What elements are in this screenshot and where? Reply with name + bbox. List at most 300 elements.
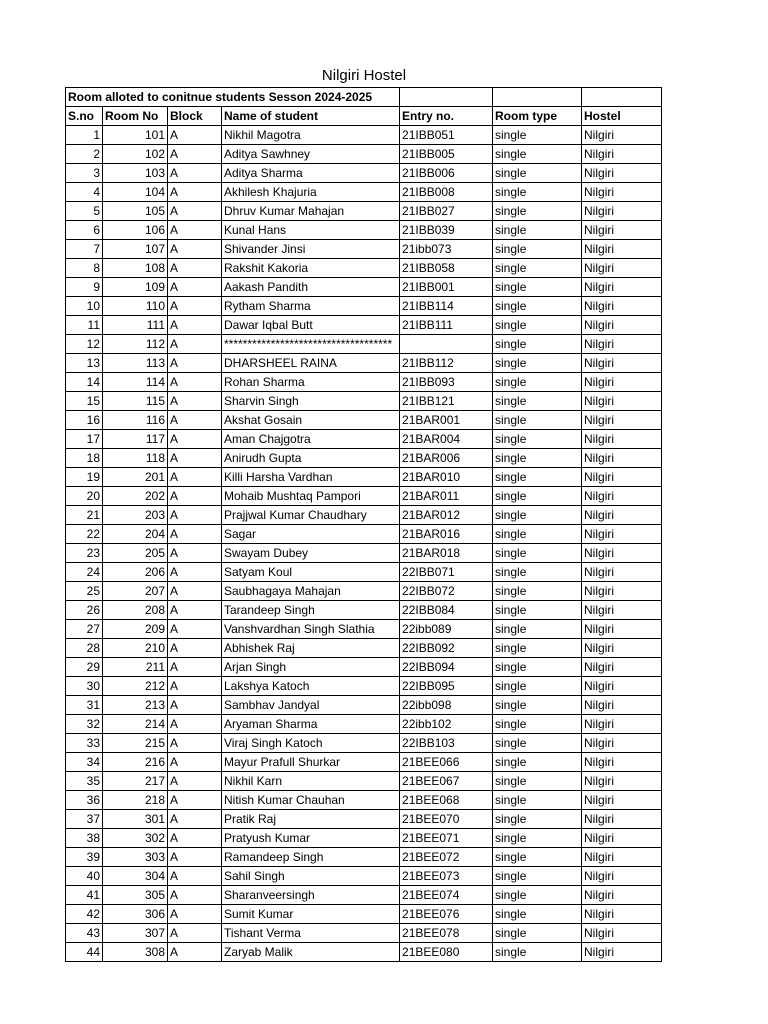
table-row xyxy=(66,677,662,696)
hostel-cell: Nilgiri xyxy=(582,791,662,810)
entry-no-cell: 22IBB103 xyxy=(400,734,493,753)
student-name-cell: Rohan Sharma xyxy=(222,373,400,392)
room-no-cell: 306 xyxy=(103,905,168,924)
student-name-cell: Ramandeep Singh xyxy=(222,848,400,867)
table-row xyxy=(66,658,662,677)
table-row xyxy=(66,639,662,658)
hostel-cell: Nilgiri xyxy=(582,278,662,297)
table-row xyxy=(66,164,662,183)
entry-no-cell: 21ibb073 xyxy=(400,240,493,259)
entry-no-cell: 21BEE068 xyxy=(400,791,493,810)
entry-no-cell: 21IBB027 xyxy=(400,202,493,221)
entry-no-cell: 21BAR016 xyxy=(400,525,493,544)
room-type-cell: single xyxy=(493,734,582,753)
entry-no-cell: 21BAR001 xyxy=(400,411,493,430)
student-name-cell: Akshat Gosain xyxy=(222,411,400,430)
block-cell: A xyxy=(168,867,222,886)
table-row xyxy=(66,753,662,772)
room-type-cell: single xyxy=(493,791,582,810)
block-cell: A xyxy=(168,886,222,905)
student-name-cell: DHARSHEEL RAINA xyxy=(222,354,400,373)
sno-cell: 30 xyxy=(66,677,103,696)
hostel-cell: Nilgiri xyxy=(582,905,662,924)
block-cell: A xyxy=(168,905,222,924)
hostel-cell: Nilgiri xyxy=(582,753,662,772)
student-name-cell: ************************************ xyxy=(222,335,400,354)
entry-no-cell: 21BEE070 xyxy=(400,810,493,829)
hostel-cell: Nilgiri xyxy=(582,943,662,962)
hostel-cell: Nilgiri xyxy=(582,544,662,563)
student-name-cell: Tishant Verma xyxy=(222,924,400,943)
room-no-cell: 215 xyxy=(103,734,168,753)
sno-cell: 31 xyxy=(66,696,103,715)
sno-cell: 35 xyxy=(66,772,103,791)
hostel-cell: Nilgiri xyxy=(582,468,662,487)
entry-no-cell: 21IBB114 xyxy=(400,297,493,316)
table-row xyxy=(66,145,662,164)
hostel-cell: Nilgiri xyxy=(582,183,662,202)
hostel-cell: Nilgiri xyxy=(582,658,662,677)
table-row xyxy=(66,316,662,335)
room-type-cell: single xyxy=(493,126,582,145)
room-type-cell: single xyxy=(493,525,582,544)
block-cell: A xyxy=(168,943,222,962)
block-cell: A xyxy=(168,335,222,354)
block-cell: A xyxy=(168,221,222,240)
block-cell: A xyxy=(168,772,222,791)
room-type-cell: single xyxy=(493,905,582,924)
sno-cell: 25 xyxy=(66,582,103,601)
table-row xyxy=(66,335,662,354)
table-row xyxy=(66,544,662,563)
header-block: Block xyxy=(168,107,222,126)
block-cell: A xyxy=(168,145,222,164)
table-row xyxy=(66,221,662,240)
room-type-cell: single xyxy=(493,563,582,582)
entry-no-cell: 21BEE078 xyxy=(400,924,493,943)
room-no-cell: 207 xyxy=(103,582,168,601)
student-name-cell: Sagar xyxy=(222,525,400,544)
hostel-cell: Nilgiri xyxy=(582,297,662,316)
room-no-cell: 116 xyxy=(103,411,168,430)
block-cell: A xyxy=(168,829,222,848)
room-type-cell: single xyxy=(493,145,582,164)
hostel-cell: Nilgiri xyxy=(582,145,662,164)
header-room-no: Room No xyxy=(103,107,168,126)
sno-cell: 39 xyxy=(66,848,103,867)
entry-no-cell: 22IBB092 xyxy=(400,639,493,658)
student-name-cell: Killi Harsha Vardhan xyxy=(222,468,400,487)
sno-cell: 24 xyxy=(66,563,103,582)
sno-cell: 10 xyxy=(66,297,103,316)
sno-cell: 41 xyxy=(66,886,103,905)
table-row xyxy=(66,924,662,943)
room-no-cell: 204 xyxy=(103,525,168,544)
entry-no-cell: 21IBB001 xyxy=(400,278,493,297)
allotment-table xyxy=(65,87,662,962)
room-no-cell: 211 xyxy=(103,658,168,677)
table-row xyxy=(66,183,662,202)
sno-cell: 1 xyxy=(66,126,103,145)
hostel-cell: Nilgiri xyxy=(582,202,662,221)
block-cell: A xyxy=(168,544,222,563)
sno-cell: 12 xyxy=(66,335,103,354)
room-no-cell: 202 xyxy=(103,487,168,506)
room-no-cell: 103 xyxy=(103,164,168,183)
hostel-cell: Nilgiri xyxy=(582,715,662,734)
entry-no-cell: 22IBB071 xyxy=(400,563,493,582)
block-cell: A xyxy=(168,677,222,696)
block-cell: A xyxy=(168,430,222,449)
sno-cell: 7 xyxy=(66,240,103,259)
student-name-cell: Lakshya Katoch xyxy=(222,677,400,696)
room-no-cell: 110 xyxy=(103,297,168,316)
entry-no-cell: 22IBB084 xyxy=(400,601,493,620)
table-row xyxy=(66,506,662,525)
student-name-cell: Sharvin Singh xyxy=(222,392,400,411)
sno-cell: 22 xyxy=(66,525,103,544)
student-name-cell: Rytham Sharma xyxy=(222,297,400,316)
room-no-cell: 203 xyxy=(103,506,168,525)
entry-no-cell: 21BAR011 xyxy=(400,487,493,506)
page-title: Nilgiri Hostel xyxy=(321,67,407,84)
entry-no-cell: 22ibb098 xyxy=(400,696,493,715)
room-type-cell: single xyxy=(493,449,582,468)
student-name-cell: Sumit Kumar xyxy=(222,905,400,924)
hostel-cell: Nilgiri xyxy=(582,335,662,354)
block-cell: A xyxy=(168,297,222,316)
hostel-cell: Nilgiri xyxy=(582,601,662,620)
room-no-cell: 109 xyxy=(103,278,168,297)
hostel-cell: Nilgiri xyxy=(582,886,662,905)
table-row xyxy=(66,810,662,829)
room-no-cell: 216 xyxy=(103,753,168,772)
block-cell: A xyxy=(168,259,222,278)
entry-no-cell: 21IBB005 xyxy=(400,145,493,164)
block-cell: A xyxy=(168,753,222,772)
room-type-cell: single xyxy=(493,810,582,829)
student-name-cell: Sambhav Jandyal xyxy=(222,696,400,715)
table-row xyxy=(66,582,662,601)
room-type-cell: single xyxy=(493,335,582,354)
room-type-cell: single xyxy=(493,354,582,373)
block-cell: A xyxy=(168,601,222,620)
room-type-cell: single xyxy=(493,829,582,848)
room-no-cell: 308 xyxy=(103,943,168,962)
sno-cell: 14 xyxy=(66,373,103,392)
entry-no-cell: 22ibb089 xyxy=(400,620,493,639)
room-no-cell: 304 xyxy=(103,867,168,886)
hostel-cell: Nilgiri xyxy=(582,316,662,335)
room-no-cell: 305 xyxy=(103,886,168,905)
table-row xyxy=(66,829,662,848)
room-no-cell: 104 xyxy=(103,183,168,202)
table-row xyxy=(66,943,662,962)
student-name-cell: Aman Chajgotra xyxy=(222,430,400,449)
header-sno: S.no xyxy=(66,107,103,126)
student-name-cell: Dhruv Kumar Mahajan xyxy=(222,202,400,221)
sno-cell: 3 xyxy=(66,164,103,183)
room-no-cell: 206 xyxy=(103,563,168,582)
room-no-cell: 303 xyxy=(103,848,168,867)
block-cell: A xyxy=(168,392,222,411)
sno-cell: 2 xyxy=(66,145,103,164)
table-row xyxy=(66,278,662,297)
sno-cell: 15 xyxy=(66,392,103,411)
hostel-cell: Nilgiri xyxy=(582,392,662,411)
sno-cell: 4 xyxy=(66,183,103,202)
block-cell: A xyxy=(168,468,222,487)
student-name-cell: Shivander Jinsi xyxy=(222,240,400,259)
sno-cell: 21 xyxy=(66,506,103,525)
block-cell: A xyxy=(168,525,222,544)
hostel-cell: Nilgiri xyxy=(582,867,662,886)
room-no-cell: 112 xyxy=(103,335,168,354)
room-type-cell: single xyxy=(493,297,582,316)
entry-no-cell: 21IBB121 xyxy=(400,392,493,411)
sno-cell: 8 xyxy=(66,259,103,278)
entry-no-cell: 21BEE071 xyxy=(400,829,493,848)
room-no-cell: 114 xyxy=(103,373,168,392)
header-row xyxy=(66,107,662,126)
blank-cell xyxy=(493,88,582,107)
entry-no-cell: 22IBB095 xyxy=(400,677,493,696)
room-type-cell: single xyxy=(493,240,582,259)
sno-cell: 11 xyxy=(66,316,103,335)
student-name-cell: Prajjwal Kumar Chaudhary xyxy=(222,506,400,525)
table-row xyxy=(66,620,662,639)
room-no-cell: 214 xyxy=(103,715,168,734)
room-no-cell: 106 xyxy=(103,221,168,240)
room-type-cell: single xyxy=(493,221,582,240)
room-type-cell: single xyxy=(493,848,582,867)
student-name-cell: Zaryab Malik xyxy=(222,943,400,962)
sno-cell: 36 xyxy=(66,791,103,810)
room-type-cell: single xyxy=(493,392,582,411)
table-row xyxy=(66,791,662,810)
room-type-cell: single xyxy=(493,411,582,430)
entry-no-cell: 21IBB058 xyxy=(400,259,493,278)
room-type-cell: single xyxy=(493,924,582,943)
student-name-cell: Akhilesh Khajuria xyxy=(222,183,400,202)
table-row xyxy=(66,373,662,392)
sno-cell: 5 xyxy=(66,202,103,221)
room-no-cell: 108 xyxy=(103,259,168,278)
entry-no-cell: 21IBB039 xyxy=(400,221,493,240)
room-type-cell: single xyxy=(493,886,582,905)
entry-no-cell: 21BAR006 xyxy=(400,449,493,468)
sno-cell: 32 xyxy=(66,715,103,734)
table-row xyxy=(66,240,662,259)
room-type-cell: single xyxy=(493,487,582,506)
student-name-cell: Mayur Prafull Shurkar xyxy=(222,753,400,772)
room-no-cell: 307 xyxy=(103,924,168,943)
student-name-cell: Nikhil Magotra xyxy=(222,126,400,145)
entry-no-cell: 21IBB051 xyxy=(400,126,493,145)
entry-no-cell: 21BEE072 xyxy=(400,848,493,867)
sno-cell: 43 xyxy=(66,924,103,943)
block-cell: A xyxy=(168,791,222,810)
block-cell: A xyxy=(168,924,222,943)
table-row xyxy=(66,848,662,867)
room-no-cell: 107 xyxy=(103,240,168,259)
student-name-cell: Swayam Dubey xyxy=(222,544,400,563)
sno-cell: 27 xyxy=(66,620,103,639)
student-name-cell: Nitish Kumar Chauhan xyxy=(222,791,400,810)
student-name-cell: Nikhil Karn xyxy=(222,772,400,791)
hostel-cell: Nilgiri xyxy=(582,772,662,791)
sno-cell: 38 xyxy=(66,829,103,848)
room-no-cell: 209 xyxy=(103,620,168,639)
sno-cell: 23 xyxy=(66,544,103,563)
block-cell: A xyxy=(168,696,222,715)
room-type-cell: single xyxy=(493,202,582,221)
room-type-cell: single xyxy=(493,696,582,715)
sno-cell: 18 xyxy=(66,449,103,468)
student-name-cell: Viraj Singh Katoch xyxy=(222,734,400,753)
header-room-type: Room type xyxy=(493,107,582,126)
entry-no-cell: 21BEE073 xyxy=(400,867,493,886)
block-cell: A xyxy=(168,848,222,867)
header-hostel: Hostel xyxy=(582,107,662,126)
table-row xyxy=(66,734,662,753)
student-name-cell: Aakash Pandith xyxy=(222,278,400,297)
block-cell: A xyxy=(168,810,222,829)
room-type-cell: single xyxy=(493,430,582,449)
block-cell: A xyxy=(168,506,222,525)
block-cell: A xyxy=(168,202,222,221)
room-no-cell: 210 xyxy=(103,639,168,658)
sno-cell: 42 xyxy=(66,905,103,924)
hostel-cell: Nilgiri xyxy=(582,506,662,525)
sno-cell: 20 xyxy=(66,487,103,506)
table-row xyxy=(66,468,662,487)
hostel-cell: Nilgiri xyxy=(582,126,662,145)
hostel-cell: Nilgiri xyxy=(582,829,662,848)
table-row xyxy=(66,601,662,620)
table-row xyxy=(66,354,662,373)
block-cell: A xyxy=(168,316,222,335)
hostel-cell: Nilgiri xyxy=(582,734,662,753)
room-no-cell: 208 xyxy=(103,601,168,620)
header-name: Name of student xyxy=(222,107,400,126)
table-row xyxy=(66,525,662,544)
room-type-cell: single xyxy=(493,753,582,772)
student-name-cell: Saubhagaya Mahajan xyxy=(222,582,400,601)
hostel-cell: Nilgiri xyxy=(582,221,662,240)
block-cell: A xyxy=(168,639,222,658)
room-type-cell: single xyxy=(493,468,582,487)
room-type-cell: single xyxy=(493,715,582,734)
room-no-cell: 302 xyxy=(103,829,168,848)
block-cell: A xyxy=(168,354,222,373)
hostel-cell: Nilgiri xyxy=(582,259,662,278)
hostel-cell: Nilgiri xyxy=(582,373,662,392)
block-cell: A xyxy=(168,563,222,582)
room-no-cell: 105 xyxy=(103,202,168,221)
room-no-cell: 205 xyxy=(103,544,168,563)
block-cell: A xyxy=(168,449,222,468)
student-name-cell: Arjan Singh xyxy=(222,658,400,677)
room-type-cell: single xyxy=(493,373,582,392)
student-name-cell: Abhishek Raj xyxy=(222,639,400,658)
room-type-cell: single xyxy=(493,183,582,202)
entry-no-cell: 21BEE074 xyxy=(400,886,493,905)
room-no-cell: 118 xyxy=(103,449,168,468)
hostel-cell: Nilgiri xyxy=(582,430,662,449)
student-name-cell: Vanshvardhan Singh Slathia xyxy=(222,620,400,639)
room-no-cell: 101 xyxy=(103,126,168,145)
room-type-cell: single xyxy=(493,506,582,525)
table-row xyxy=(66,905,662,924)
sno-cell: 9 xyxy=(66,278,103,297)
block-cell: A xyxy=(168,183,222,202)
room-no-cell: 113 xyxy=(103,354,168,373)
table-row xyxy=(66,297,662,316)
blank-cell xyxy=(400,88,493,107)
block-cell: A xyxy=(168,126,222,145)
block-cell: A xyxy=(168,715,222,734)
hostel-cell: Nilgiri xyxy=(582,620,662,639)
hostel-cell: Nilgiri xyxy=(582,487,662,506)
sno-cell: 28 xyxy=(66,639,103,658)
block-cell: A xyxy=(168,734,222,753)
room-type-cell: single xyxy=(493,316,582,335)
hostel-cell: Nilgiri xyxy=(582,848,662,867)
student-name-cell: Pratik Raj xyxy=(222,810,400,829)
hostel-cell: Nilgiri xyxy=(582,240,662,259)
room-type-cell: single xyxy=(493,259,582,278)
block-cell: A xyxy=(168,487,222,506)
table-row xyxy=(66,202,662,221)
room-type-cell: single xyxy=(493,943,582,962)
table-row xyxy=(66,449,662,468)
entry-no-cell: 21BEE080 xyxy=(400,943,493,962)
student-name-cell: Aditya Sharma xyxy=(222,164,400,183)
sno-cell: 17 xyxy=(66,430,103,449)
student-name-cell: Pratyush Kumar xyxy=(222,829,400,848)
table-row xyxy=(66,696,662,715)
sno-cell: 29 xyxy=(66,658,103,677)
table-row xyxy=(66,430,662,449)
hostel-cell: Nilgiri xyxy=(582,696,662,715)
table-row xyxy=(66,126,662,145)
entry-no-cell: 21BEE067 xyxy=(400,772,493,791)
hostel-cell: Nilgiri xyxy=(582,563,662,582)
table-row xyxy=(66,392,662,411)
student-name-cell: Sahil Singh xyxy=(222,867,400,886)
student-name-cell: Anirudh Gupta xyxy=(222,449,400,468)
header-entry-no: Entry no. xyxy=(400,107,493,126)
block-cell: A xyxy=(168,164,222,183)
sno-cell: 37 xyxy=(66,810,103,829)
block-cell: A xyxy=(168,620,222,639)
room-no-cell: 115 xyxy=(103,392,168,411)
hostel-cell: Nilgiri xyxy=(582,411,662,430)
entry-no-cell: 22IBB094 xyxy=(400,658,493,677)
student-name-cell: Aryaman Sharma xyxy=(222,715,400,734)
room-no-cell: 117 xyxy=(103,430,168,449)
entry-no-cell: 21BEE066 xyxy=(400,753,493,772)
table-row xyxy=(66,487,662,506)
student-name-cell: Rakshit Kakoria xyxy=(222,259,400,278)
subtitle-row xyxy=(66,88,662,107)
hostel-cell: Nilgiri xyxy=(582,582,662,601)
student-name-cell: Satyam Koul xyxy=(222,563,400,582)
entry-no-cell: 21IBB006 xyxy=(400,164,493,183)
room-type-cell: single xyxy=(493,601,582,620)
sno-cell: 26 xyxy=(66,601,103,620)
